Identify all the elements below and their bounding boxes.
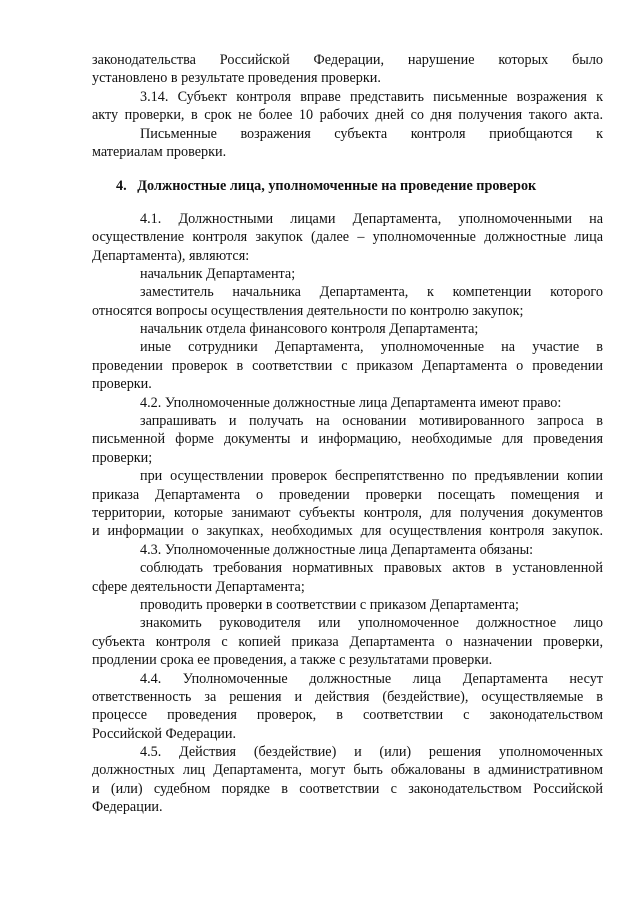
text-line: относятся вопросы осуществления деятельности по контролю закупок; bbox=[92, 302, 524, 319]
clause-4-2: 4.2. Уполномоченные должностные лица Департамента имеют право: bbox=[140, 394, 562, 411]
text-line: территории, которые занимают субъекты контроля, для получения документов bbox=[92, 504, 603, 521]
text-line: материалам проверки. bbox=[92, 143, 227, 160]
text-line: письменной форме документы и информацию, необходимые для проведения bbox=[92, 431, 603, 448]
text-line: Федерации. bbox=[92, 799, 163, 816]
clause-4-5: 4.5. Действия (бездействие) и (или) решения уполномоченных bbox=[140, 744, 603, 761]
text-line: должностных лиц Департамента, могут быть обжалованы в административном bbox=[92, 762, 603, 779]
text-line: проведении проверок в соответствии с приказом Департамента о проведении bbox=[92, 357, 603, 374]
text-line: законодательства Российской Федерации, нарушение которых было bbox=[92, 52, 603, 68]
text-line: продлении срока ее проведения, а также с результатами проверки. bbox=[92, 652, 493, 669]
text-line: Письменные возражения субъекта контроля приобщаются к bbox=[140, 125, 603, 142]
section-title: Должностные лица, уполномоченные на проведение проверок bbox=[137, 178, 537, 195]
text-line: Департамента), являются: bbox=[92, 247, 250, 264]
text-line: приказа Департамента о проведении проверки посещать помещения и bbox=[92, 486, 603, 503]
clause-4-1: 4.1. Должностными лицами Департамента, уполномоченными на bbox=[140, 210, 603, 227]
section-4-heading bbox=[92, 177, 603, 195]
list-item: знакомить руководителя или уполномоченное должностное лицо bbox=[140, 615, 603, 632]
text-line: проверки; bbox=[92, 449, 153, 466]
list-item: запрашивать и получать на основании мотивированного запроса в bbox=[140, 413, 603, 430]
clause-4-4: 4.4. Уполномоченные должностные лица Департамента несут bbox=[140, 670, 603, 687]
text-line: процессе проведения проверок, в соответствии с законодательством bbox=[92, 707, 603, 724]
list-item: начальник Департамента; bbox=[140, 265, 296, 282]
list-item: начальник отдела финансового контроля Департамента; bbox=[140, 321, 479, 338]
clause-4-3: 4.3. Уполномоченные должностные лица Департамента обязаны: bbox=[140, 541, 534, 558]
text-line: осуществление контроля закупок (далее – уполномоченные должностные лица bbox=[92, 229, 603, 246]
section-number: 4. bbox=[116, 178, 127, 195]
list-item: иные сотрудники Департамента, уполномоченные на участие в bbox=[140, 339, 603, 356]
text-line: и информации о закупках, необходимых для осуществления контроля закупок. bbox=[92, 523, 603, 540]
list-item: соблюдать требования нормативных правовых актов в установленной bbox=[140, 560, 603, 577]
text-line: субъекта контроля с копией приказа Департамента о назначении проверки, bbox=[92, 633, 603, 650]
text-line: сфере деятельности Департамента; bbox=[92, 578, 305, 595]
text-line: ответственность за решения и действия (бездействие), осуществляемые в bbox=[92, 688, 603, 705]
clause-3-14: 3.14. Субъект контроля вправе представить письменные возражения к bbox=[140, 88, 603, 105]
text-line: акту проверки, в срок не более 10 рабочих дней со дня получения такого акта. bbox=[92, 107, 603, 124]
text-line: проверки. bbox=[92, 376, 152, 393]
text-line: Российской Федерации. bbox=[92, 725, 237, 742]
text-line: установлено в результате проведения проверки. bbox=[92, 70, 381, 87]
list-item: заместитель начальника Департамента, к компетенции которого bbox=[140, 284, 603, 301]
list-item: при осуществлении проверок беспрепятственно по предъявлении копии bbox=[140, 468, 603, 485]
list-item: проводить проверки в соответствии с приказом Департамента; bbox=[140, 596, 519, 613]
text-line: и (или) судебном порядке в соответствии с законодательством Российской bbox=[92, 780, 603, 797]
